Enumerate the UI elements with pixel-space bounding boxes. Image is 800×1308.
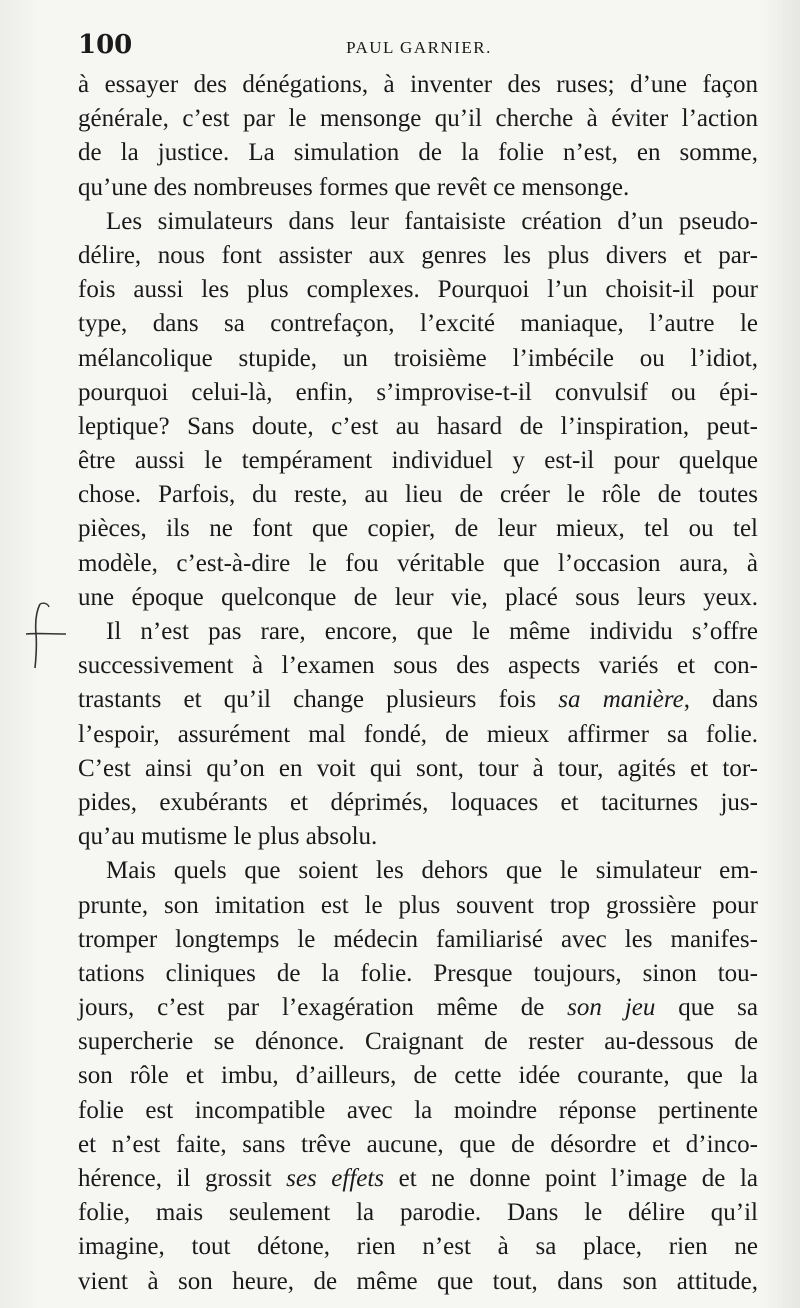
text-line: type, dans sa contrefaçon, l’excité maniaque, l’autre le <box>78 310 758 338</box>
text-line: pièces, ils ne font que copier, de leur mieux, tel ou tel <box>78 515 758 543</box>
page-header <box>78 28 760 68</box>
running-head: PAUL GARNIER. <box>346 38 492 57</box>
text-line: de la justice. La simulation de la folie n’est, en somme, <box>78 139 758 167</box>
text-line: vient à son heure, de même que tout, dans son attitude, <box>78 1267 758 1295</box>
text-line: être aussi le tempérament individuel y est-il pour quelque <box>78 447 758 475</box>
text-line <box>78 1162 758 1196</box>
text-line: prunte, son imitation est le plus souvent trop grossière pour <box>78 891 758 919</box>
text-line: générale, c’est par le mensonge qu’il cherche à éviter l’action <box>78 105 758 133</box>
italic-text: sa manière <box>558 686 684 714</box>
text-line: successivement à l’examen sous des aspects variés et con- <box>78 652 758 680</box>
text-line: fois aussi les plus complexes. Pourquoi l’un choisit-il pour <box>78 276 758 304</box>
text-line: folie, mais seulement la parodie. Dans le délire qu’il <box>78 1199 758 1227</box>
text-line: tromper longtemps le médecin familiarisé avec les manifes- <box>78 925 758 953</box>
text-line: qu’une des nombreuses formes que revêt ce mensonge. <box>78 173 630 201</box>
text-line <box>78 683 758 717</box>
text-line: modèle, c’est-à-dire le fou véritable que l’occasion aura, à <box>78 549 758 577</box>
text-line: Il n’est pas rare, encore, que le même individu s’offre <box>106 618 758 645</box>
text-line: leptique? Sans doute, c’est au hasard de l’inspiration, peut- <box>78 412 758 440</box>
text-segment: trastants et qu’il change plusieurs fois <box>78 686 559 714</box>
text-segment: que sa <box>655 994 758 1022</box>
body-text <box>78 68 758 1299</box>
text-line: et n’est faite, sans trêve aucune, que de désordre et d’inco- <box>78 1130 758 1158</box>
text-line: folie est incompatible avec la moindre réponse pertinente <box>78 1096 758 1124</box>
text-line: à essayer des dénégations, à inventer des ruses; d’une façon <box>78 71 758 98</box>
text-line: tations cliniques de la folie. Presque toujours, sinon tou- <box>78 959 758 987</box>
text-line: Les simulateurs dans leur fantaisiste création d’un pseudo- <box>106 207 758 235</box>
handwritten-margin-mark-icon <box>22 600 72 670</box>
text-segment: , dans <box>683 686 758 714</box>
italic-text: son jeu <box>567 994 656 1022</box>
text-line: supercherie se dénonce. Craignant de rester au-dessous de <box>78 1028 758 1056</box>
text-line: mélancolique stupide, un troisième l’imbécile ou l’idiot, <box>78 344 758 372</box>
text-line: C’est ainsi qu’on en voit qui sont, tour à tour, agités et tor- <box>78 754 758 782</box>
text-line: délire, nous font assister aux genres les plus divers et par- <box>78 241 758 269</box>
text-line: qu’au mutisme le plus absolu. <box>78 823 378 851</box>
text-line: chose. Parfois, du reste, au lieu de créer le rôle de toutes <box>78 481 758 509</box>
text-line: une époque quelconque de leur vie, placé sous leurs yeux. <box>78 583 758 611</box>
text-line: imagine, tout détone, rien n’est à sa place, rien ne <box>78 1233 758 1261</box>
text-segment: hérence, il grossit <box>78 1165 287 1192</box>
text-line: pourquoi celui-là, enfin, s’improvise-t-il convulsif ou épi- <box>78 378 758 406</box>
text-line: l’espoir, assurément mal fondé, de mieux affirmer sa folie. <box>78 720 758 748</box>
text-line: Mais quels que soient les dehors que le simulateur em- <box>106 857 758 885</box>
text-line: pides, exubérants et déprimés, loquaces et taciturnes jus- <box>78 788 758 816</box>
text-line <box>78 991 758 1025</box>
text-segment: jours, c’est par l’exagération même de <box>78 994 568 1022</box>
text-segment: et ne donne point l’image de la <box>384 1165 758 1192</box>
page-number: 100 <box>78 30 133 60</box>
italic-text: ses effets <box>286 1165 385 1192</box>
text-line: son rôle et imbu, d’ailleurs, de cette idée courante, que la <box>78 1062 758 1090</box>
